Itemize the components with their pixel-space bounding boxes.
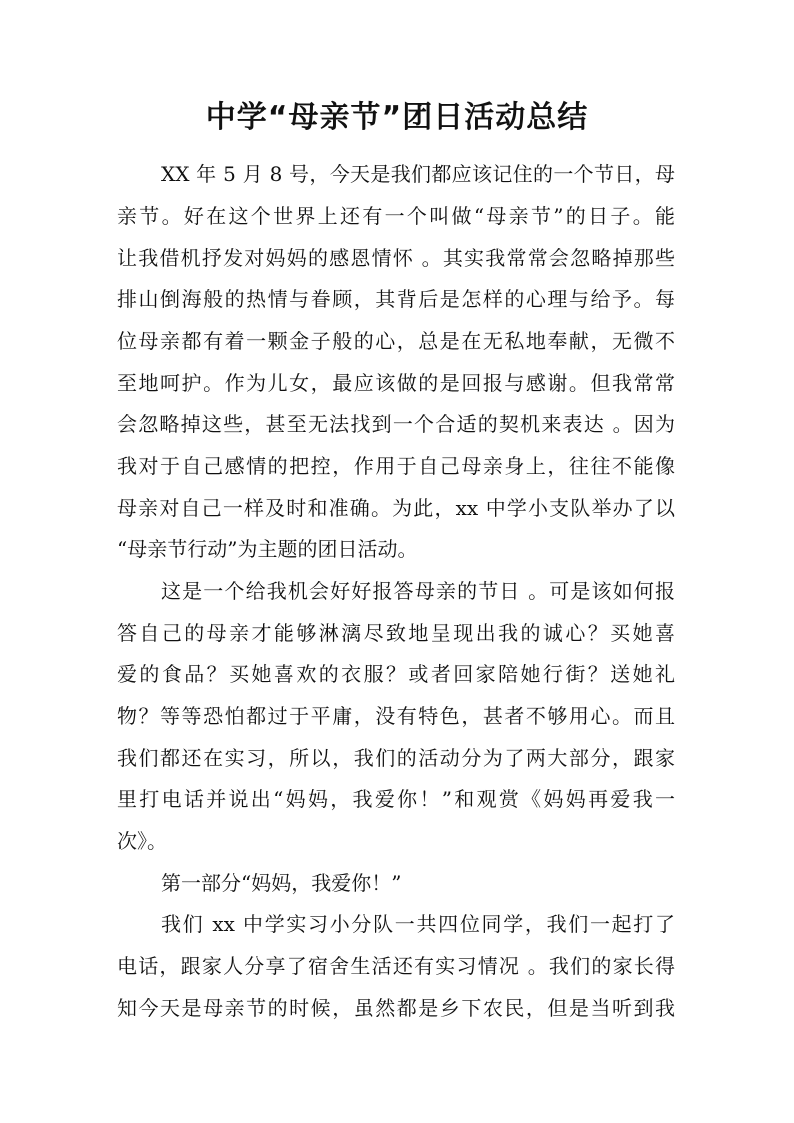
paragraph-line: “母亲节行动”为主题的团日活动。 xyxy=(117,537,418,561)
paragraph-line: XX 年 5 月 8 号，今天是我们都应该记住的一个节日，母 xyxy=(161,162,675,186)
paragraph-line: 我们都还在实习，所以，我们的活动分为了两大部分，跟家 xyxy=(117,746,675,770)
paragraph-line: 至地呵护。作为儿女，最应该做的是回报与感谢。但我常常 xyxy=(117,371,675,395)
paragraph-line: 让我借机抒发对妈妈的感恩情怀 。其实我常常会忽略掉那些 xyxy=(117,246,675,270)
paragraph-line: 爱的食品？买她喜欢的衣服？或者回家陪她行街？送她礼 xyxy=(117,662,675,686)
paragraph-line: 位母亲都有着一颗金子般的心，总是在无私地奉献，无微不 xyxy=(117,329,675,353)
paragraph-line: 里打电话并说出“妈妈，我爱你！”和观赏《妈妈再爱我一 xyxy=(117,787,675,811)
paragraph-line: 电话，跟家人分享了宿舍生活还有实习情况 。我们的家长得 xyxy=(117,954,675,978)
paragraph-line: 会忽略掉这些，甚至无法找到一个合适的契机来表达 。因为 xyxy=(117,412,675,436)
paragraph-line: 知今天是母亲节的时候，虽然都是乡下农民，但是当听到我 xyxy=(117,996,675,1020)
paragraph-line: 这是一个给我机会好好报答母亲的节日 。可是该如何报 xyxy=(161,579,675,603)
paragraph-line: 排山倒海般的热情与眷顾，其背后是怎样的心理与给予。每 xyxy=(117,287,675,311)
paragraph-line: 我对于自己感情的把控，作用于自己母亲身上，往往不能像 xyxy=(117,454,675,478)
document-title: 中学“母亲节”团日活动总结 xyxy=(205,100,589,135)
paragraph-line: 答自己的母亲才能够淋漓尽致地呈现出我的诚心？买她喜 xyxy=(117,621,675,645)
section-heading: 第一部分“妈妈，我爱你！” xyxy=(161,871,402,895)
paragraph-line: 亲节。好在这个世界上还有一个叫做“母亲节”的日子。能 xyxy=(117,204,675,228)
paragraph-line: 物？等等恐怕都过于平庸，没有特色，甚者不够用心。而且 xyxy=(117,704,675,728)
paragraph-line: 母亲对自己一样及时和准确。为此，xx 中学小支队举办了以 xyxy=(117,496,675,520)
paragraph-line: 次》。 xyxy=(117,829,167,853)
paragraph-line: 我们 xx 中学实习小分队一共四位同学，我们一起打了 xyxy=(161,912,675,936)
